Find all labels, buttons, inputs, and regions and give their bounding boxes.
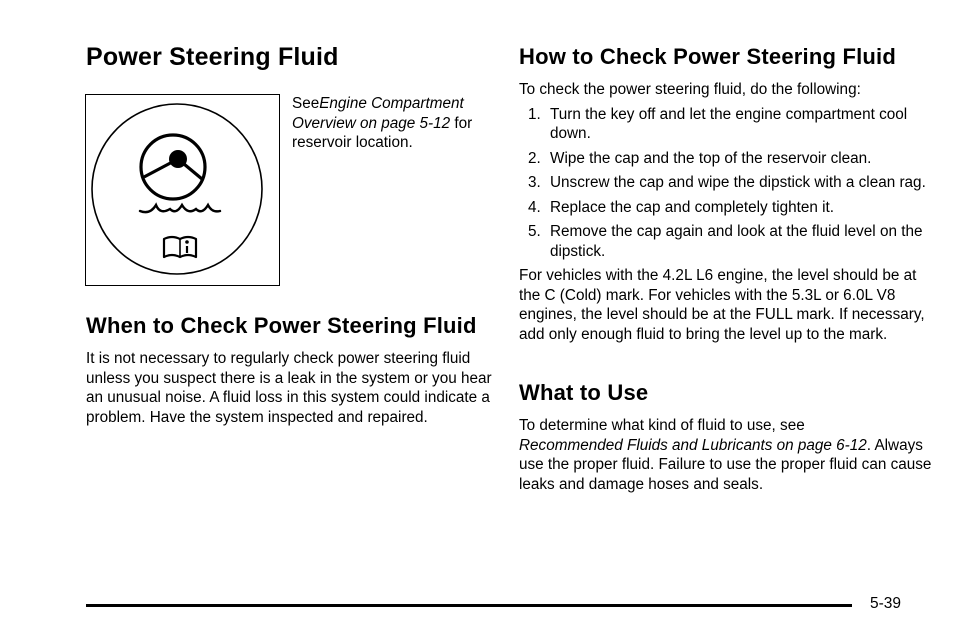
step-text: Unscrew the cap and wipe the dipstick with a clean rag. [550,174,926,191]
step-number: 5. [528,223,541,240]
what-to-use-text [519,416,939,494]
page-number: 5-39 [870,595,902,612]
vehicle-level-note: For vehicles with the 4.2L L6 engine, the level should be at the C (Cold) mark. For vehicles with the 5.3L or 6.0L V8 engines, the level should be at the FULL mark. If necessary, add only enough fluid to bring the level up to the mark. [519,267,925,343]
see-word: See [292,95,320,112]
section-title: Power Steering Fluid [86,43,339,71]
step-item [519,105,939,144]
power-steering-fluid-symbol-icon [86,95,278,284]
step-item [519,173,939,193]
step-text: Replace the cap and completely tighten it. [550,198,835,216]
what-to-use-lead: To determine what kind of fluid to use, see [519,417,805,434]
step-item [519,149,939,169]
power-steering-symbol-figure [85,94,280,286]
how-to-check-heading: How to Check Power Steering Fluid [519,44,896,69]
step-number: 3. [528,174,541,191]
step-text: Turn the key off and let the engine compartment cool down. [550,105,908,142]
footer-rule [86,604,852,607]
owners-manual-icon [164,237,196,257]
step-item [519,198,939,218]
when-to-check-heading: When to Check Power Steering Fluid [86,313,477,338]
how-to-check-intro: To check the power steering fluid, do the following: [519,81,861,98]
step-number: 1. [528,105,541,123]
what-to-use-rest: . Always use the proper fluid. Failure to use the proper fluid can cause leaks and damage hoses and seals. [519,436,932,493]
see-reference [292,94,492,153]
when-to-check-text: It is not necessary to regularly check power steering fluid unless you suspect there is a leak in the system or you hear an unusual noise. A fluid loss in this system could indicate a problem. Have the system inspected and repaired. [86,350,492,426]
step-number: 2. [528,149,541,167]
what-to-use-heading: What to Use [519,380,649,405]
step-text: Remove the cap again and look at the fluid level on the dipstick. [550,223,923,260]
step-number: 4. [528,198,541,216]
recommended-fluids-link[interactable]: Recommended Fluids and Lubricants on page 6-12 [519,436,867,454]
step-item [519,222,939,261]
see-suffix: for reservoir location. [292,114,473,151]
step-text: Wipe the cap and the top of the reservoir clean. [550,149,872,167]
engine-compartment-link[interactable]: Engine Compartment Overview on page 5-12 [292,95,464,132]
how-to-check-section [519,80,939,344]
